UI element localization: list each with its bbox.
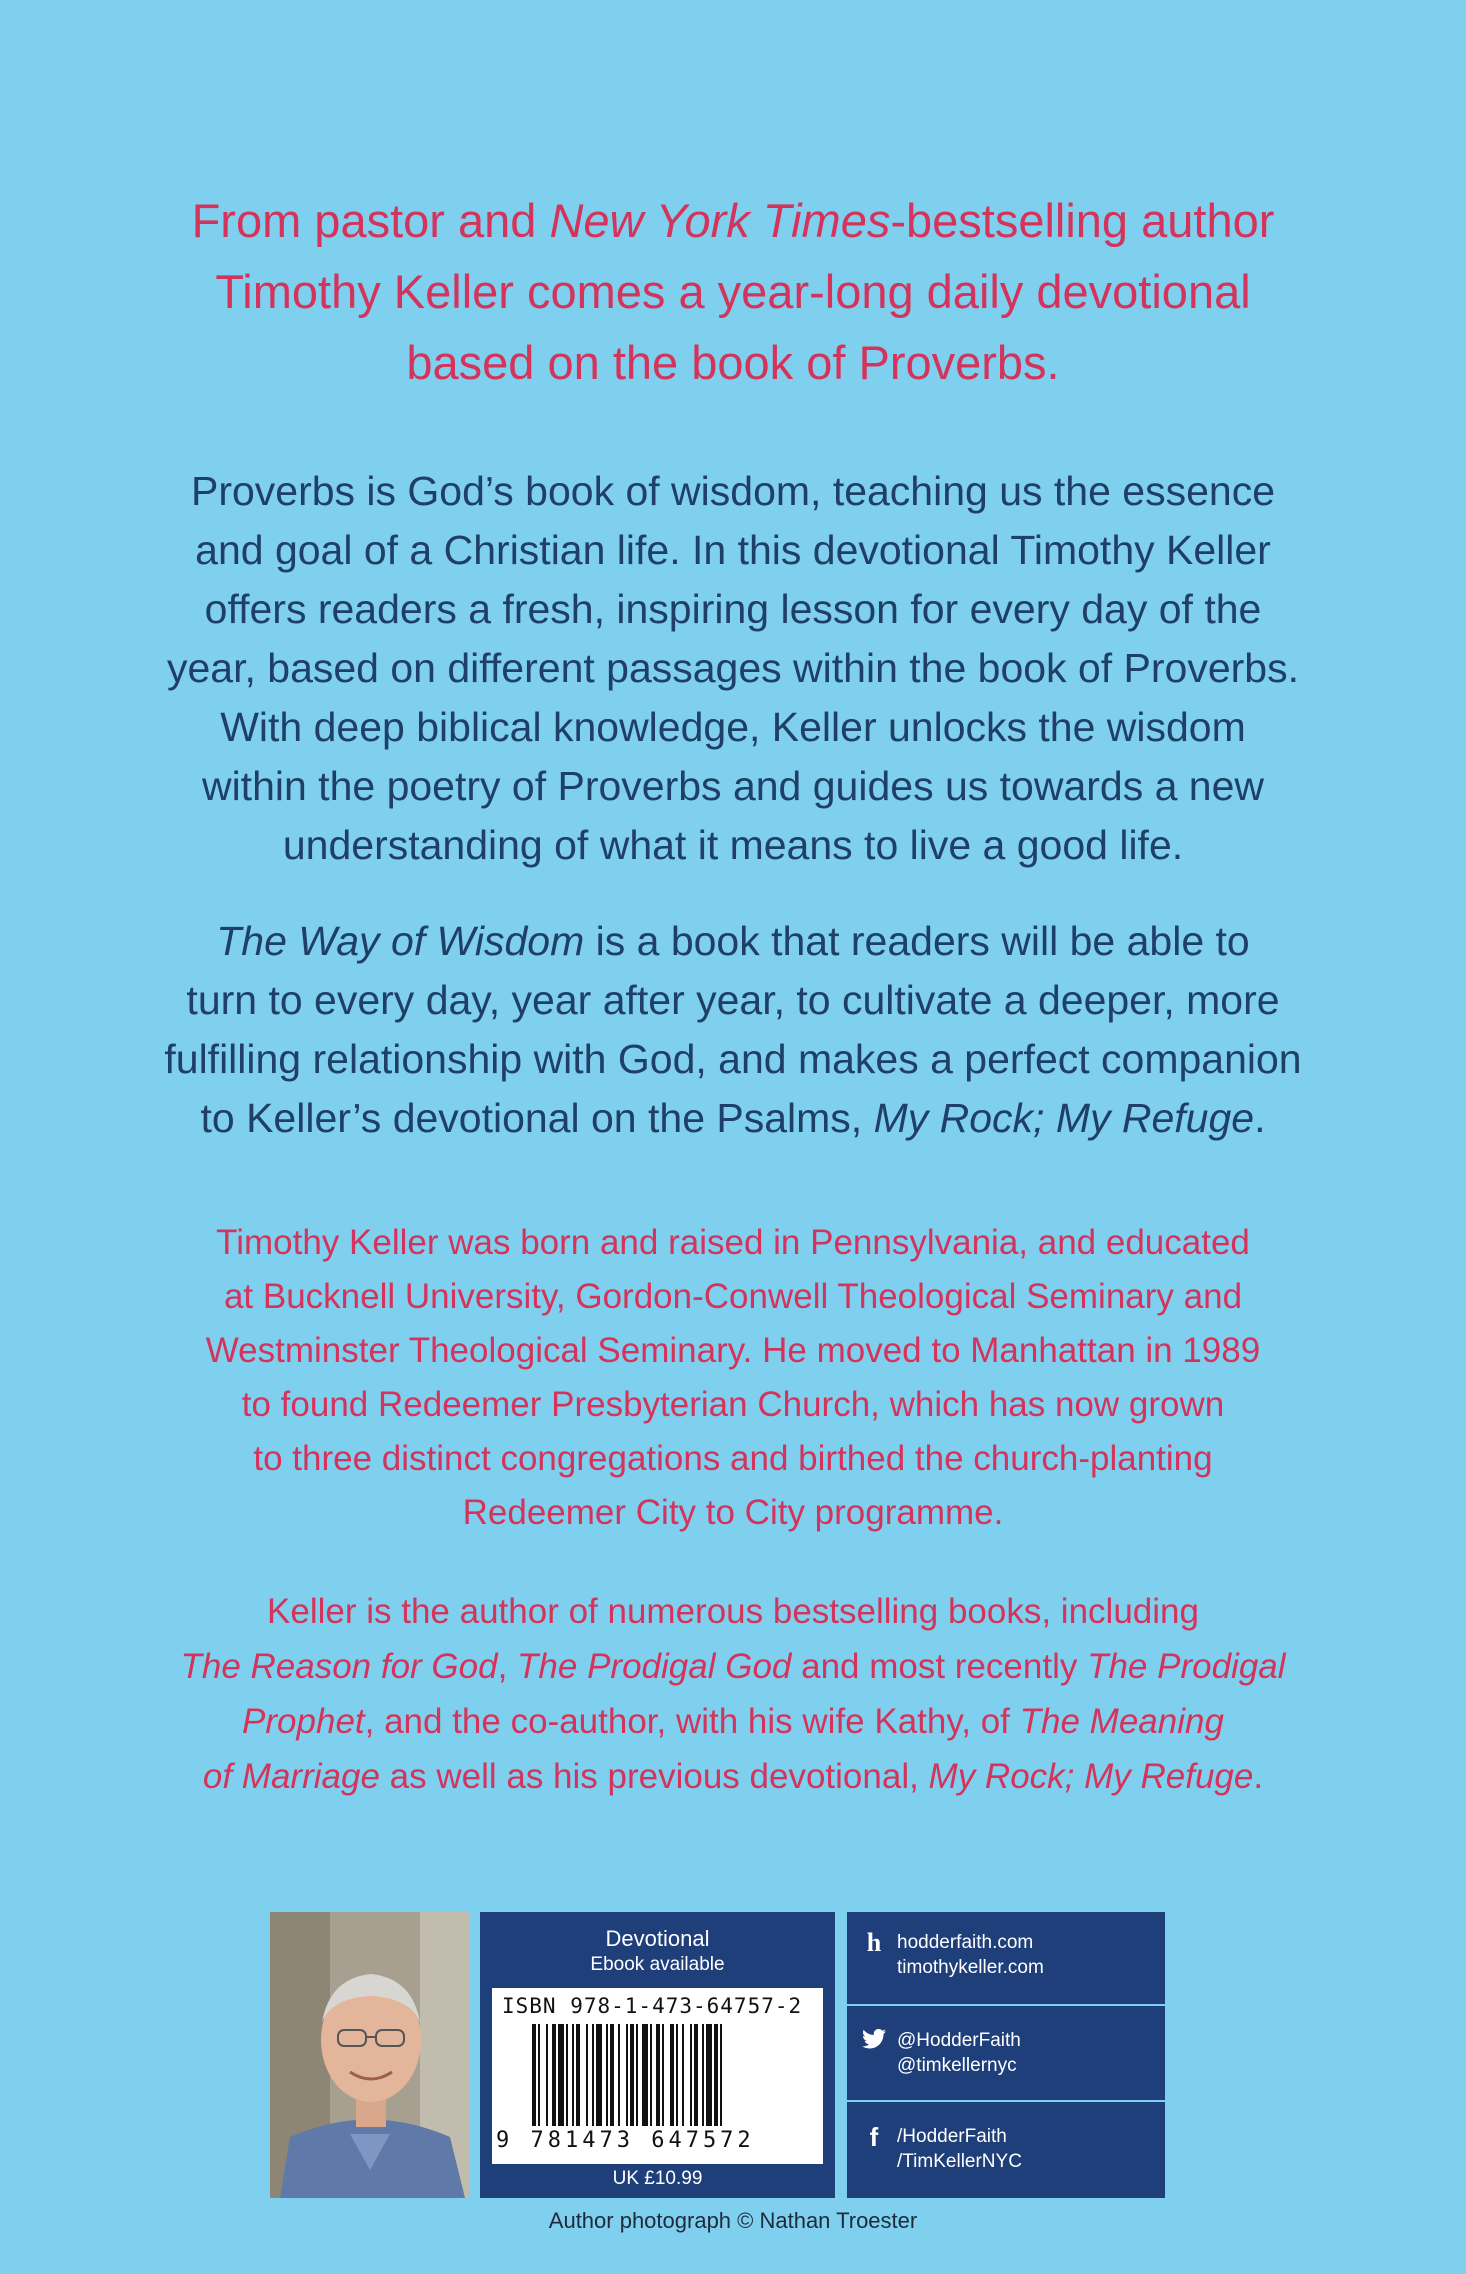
- hodder-h-icon: h: [866, 1928, 882, 1957]
- divider: [847, 2100, 1165, 2102]
- text-line: and goal of a Christian life. In this devotional Timothy Keller: [195, 527, 1271, 573]
- text-line: of Marriage as well as his previous devotional, My Rock; My Refuge.: [202, 1757, 1264, 1796]
- barcode-bar: [532, 2024, 536, 2126]
- text-line: to Keller’s devotional on the Psalms, My Rock; My Refuge.: [200, 1095, 1266, 1141]
- barcode-bar: [642, 2024, 648, 2126]
- barcode-bar: [596, 2024, 602, 2126]
- twitter-hodderfaith[interactable]: @HodderFaith: [897, 2030, 1021, 2051]
- ebook-availability: Ebook available: [590, 1954, 725, 1975]
- book-title: My Rock; My Refuge: [873, 1095, 1255, 1141]
- barcode-bar: [618, 2024, 620, 2126]
- barcode-bar: [626, 2024, 628, 2126]
- facebook-timkellernyc[interactable]: /TimKellerNYC: [897, 2151, 1022, 2172]
- book-title: The Way of Wisdom: [216, 918, 585, 964]
- barcode-bars: [532, 2024, 807, 2126]
- author-photo: [270, 1912, 470, 2198]
- facebook-hodderfaith[interactable]: /HodderFaith: [897, 2126, 1007, 2147]
- text-line: The Reason for God, The Prodigal God and most recently The Prodigal: [180, 1647, 1286, 1686]
- barcode-bar: [720, 2024, 722, 2126]
- text-line: at Bucknell University, Gordon-Conwell Theological Seminary and: [223, 1277, 1243, 1316]
- barcode-bar: [572, 2024, 574, 2126]
- barcode-bar: [682, 2024, 684, 2126]
- barcode-bar: [714, 2024, 718, 2126]
- link-timothykeller[interactable]: timothykeller.com: [897, 1957, 1044, 1978]
- twitter-timkellernyc[interactable]: @timkellernyc: [897, 2055, 1017, 2076]
- genre-barcode-panel: [480, 1912, 835, 2198]
- text-line: Timothy Keller was born and raised in Pennsylvania, and educated: [216, 1223, 1250, 1262]
- barcode-bar: [630, 2024, 634, 2126]
- twitter-bird-icon: [861, 2026, 887, 2056]
- barcode-bar: [606, 2024, 608, 2126]
- price-label: UK £10.99: [612, 2168, 703, 2189]
- text-line: to found Redeemer Presbyterian Church, which has now grown: [241, 1385, 1225, 1424]
- description-paragraph-1: [90, 462, 1376, 875]
- ean-digits: 9 781473 647572: [496, 2128, 755, 2153]
- barcode-bar: [636, 2024, 638, 2126]
- barcode-bar: [706, 2024, 712, 2126]
- book-title: of Marriage: [202, 1757, 380, 1796]
- barcode: [492, 1988, 823, 2164]
- intro-line-1: From pastor and New York Times-bestselling author: [191, 194, 1275, 247]
- book-title: The Meaning: [1019, 1702, 1224, 1741]
- barcode-bar: [558, 2024, 564, 2126]
- barcode-bar: [538, 2024, 540, 2126]
- text-line: Redeemer City to City programme.: [462, 1493, 1004, 1532]
- text-line: turn to every day, year after year, to cultivate a deeper, more: [186, 977, 1280, 1023]
- text-line: offers readers a fresh, inspiring lesson for every day of the: [204, 586, 1262, 632]
- text-line: within the poetry of Proverbs and guides us towards a new: [201, 763, 1265, 809]
- barcode-bar: [552, 2024, 556, 2126]
- text-line: Proverbs is God’s book of wisdom, teaching us the essence: [190, 468, 1276, 514]
- intro-line-2: Timothy Keller comes a year-long daily devotional: [215, 265, 1251, 318]
- barcode-bar: [566, 2024, 568, 2126]
- barcode-bar: [656, 2024, 660, 2126]
- book-title: My Rock; My Refuge: [928, 1757, 1254, 1796]
- barcode-bar: [610, 2024, 614, 2126]
- book-title: Prophet: [242, 1702, 365, 1741]
- intro-line-3: based on the book of Proverbs.: [406, 336, 1060, 389]
- text-line: Keller is the author of numerous bestselling books, including: [267, 1592, 1199, 1631]
- author-bio-paragraph-1: [90, 1216, 1376, 1540]
- text-line: Westminster Theological Seminary. He moved to Manhattan in 1989: [205, 1331, 1261, 1370]
- text-line: With deep biblical knowledge, Keller unlocks the wisdom: [220, 704, 1246, 750]
- barcode-bar: [690, 2024, 692, 2126]
- barcode-bar: [592, 2024, 594, 2126]
- text-line: fulfilling relationship with God, and makes a perfect companion: [164, 1036, 1302, 1082]
- intro-blurb: [90, 185, 1376, 398]
- divider: [847, 2004, 1165, 2006]
- author-portrait-illustration: [270, 1912, 470, 2198]
- text-line: to three distinct congregations and birthed the church-planting: [253, 1439, 1213, 1478]
- book-title: The Reason for God: [180, 1647, 498, 1686]
- text-line: understanding of what it means to live a good life.: [282, 822, 1184, 868]
- author-bio-paragraph-2: [90, 1584, 1376, 1804]
- text-line: year, based on different passages within the book of Proverbs.: [166, 645, 1299, 691]
- barcode-bar: [702, 2024, 704, 2126]
- isbn-number: ISBN 978-1-473-64757-2: [502, 1994, 803, 2018]
- barcode-bar: [676, 2024, 678, 2126]
- description-paragraph-2: [90, 912, 1376, 1148]
- barcode-bar: [662, 2024, 664, 2126]
- book-title: The Prodigal God: [517, 1647, 792, 1686]
- barcode-bar: [586, 2024, 588, 2126]
- contact-panel: [847, 1912, 1165, 2198]
- barcode-bar: [576, 2024, 580, 2126]
- link-hodderfaith[interactable]: hodderfaith.com: [897, 1932, 1034, 1953]
- barcode-bar: [670, 2024, 674, 2126]
- genre-label: Devotional: [605, 1926, 710, 1951]
- book-title: The Prodigal: [1087, 1647, 1286, 1686]
- barcode-bar: [694, 2024, 698, 2126]
- photo-credit: Author photograph © Nathan Troester: [548, 2208, 918, 2233]
- text-line: Prophet, and the co-author, with his wife Kathy, of The Meaning: [242, 1702, 1224, 1741]
- barcode-bar: [546, 2024, 548, 2126]
- barcode-bar: [650, 2024, 652, 2126]
- facebook-f-icon: f: [869, 2122, 879, 2152]
- text-line: The Way of Wisdom is a book that readers will be able to: [216, 918, 1250, 964]
- newspaper-title: New York Times: [549, 194, 891, 247]
